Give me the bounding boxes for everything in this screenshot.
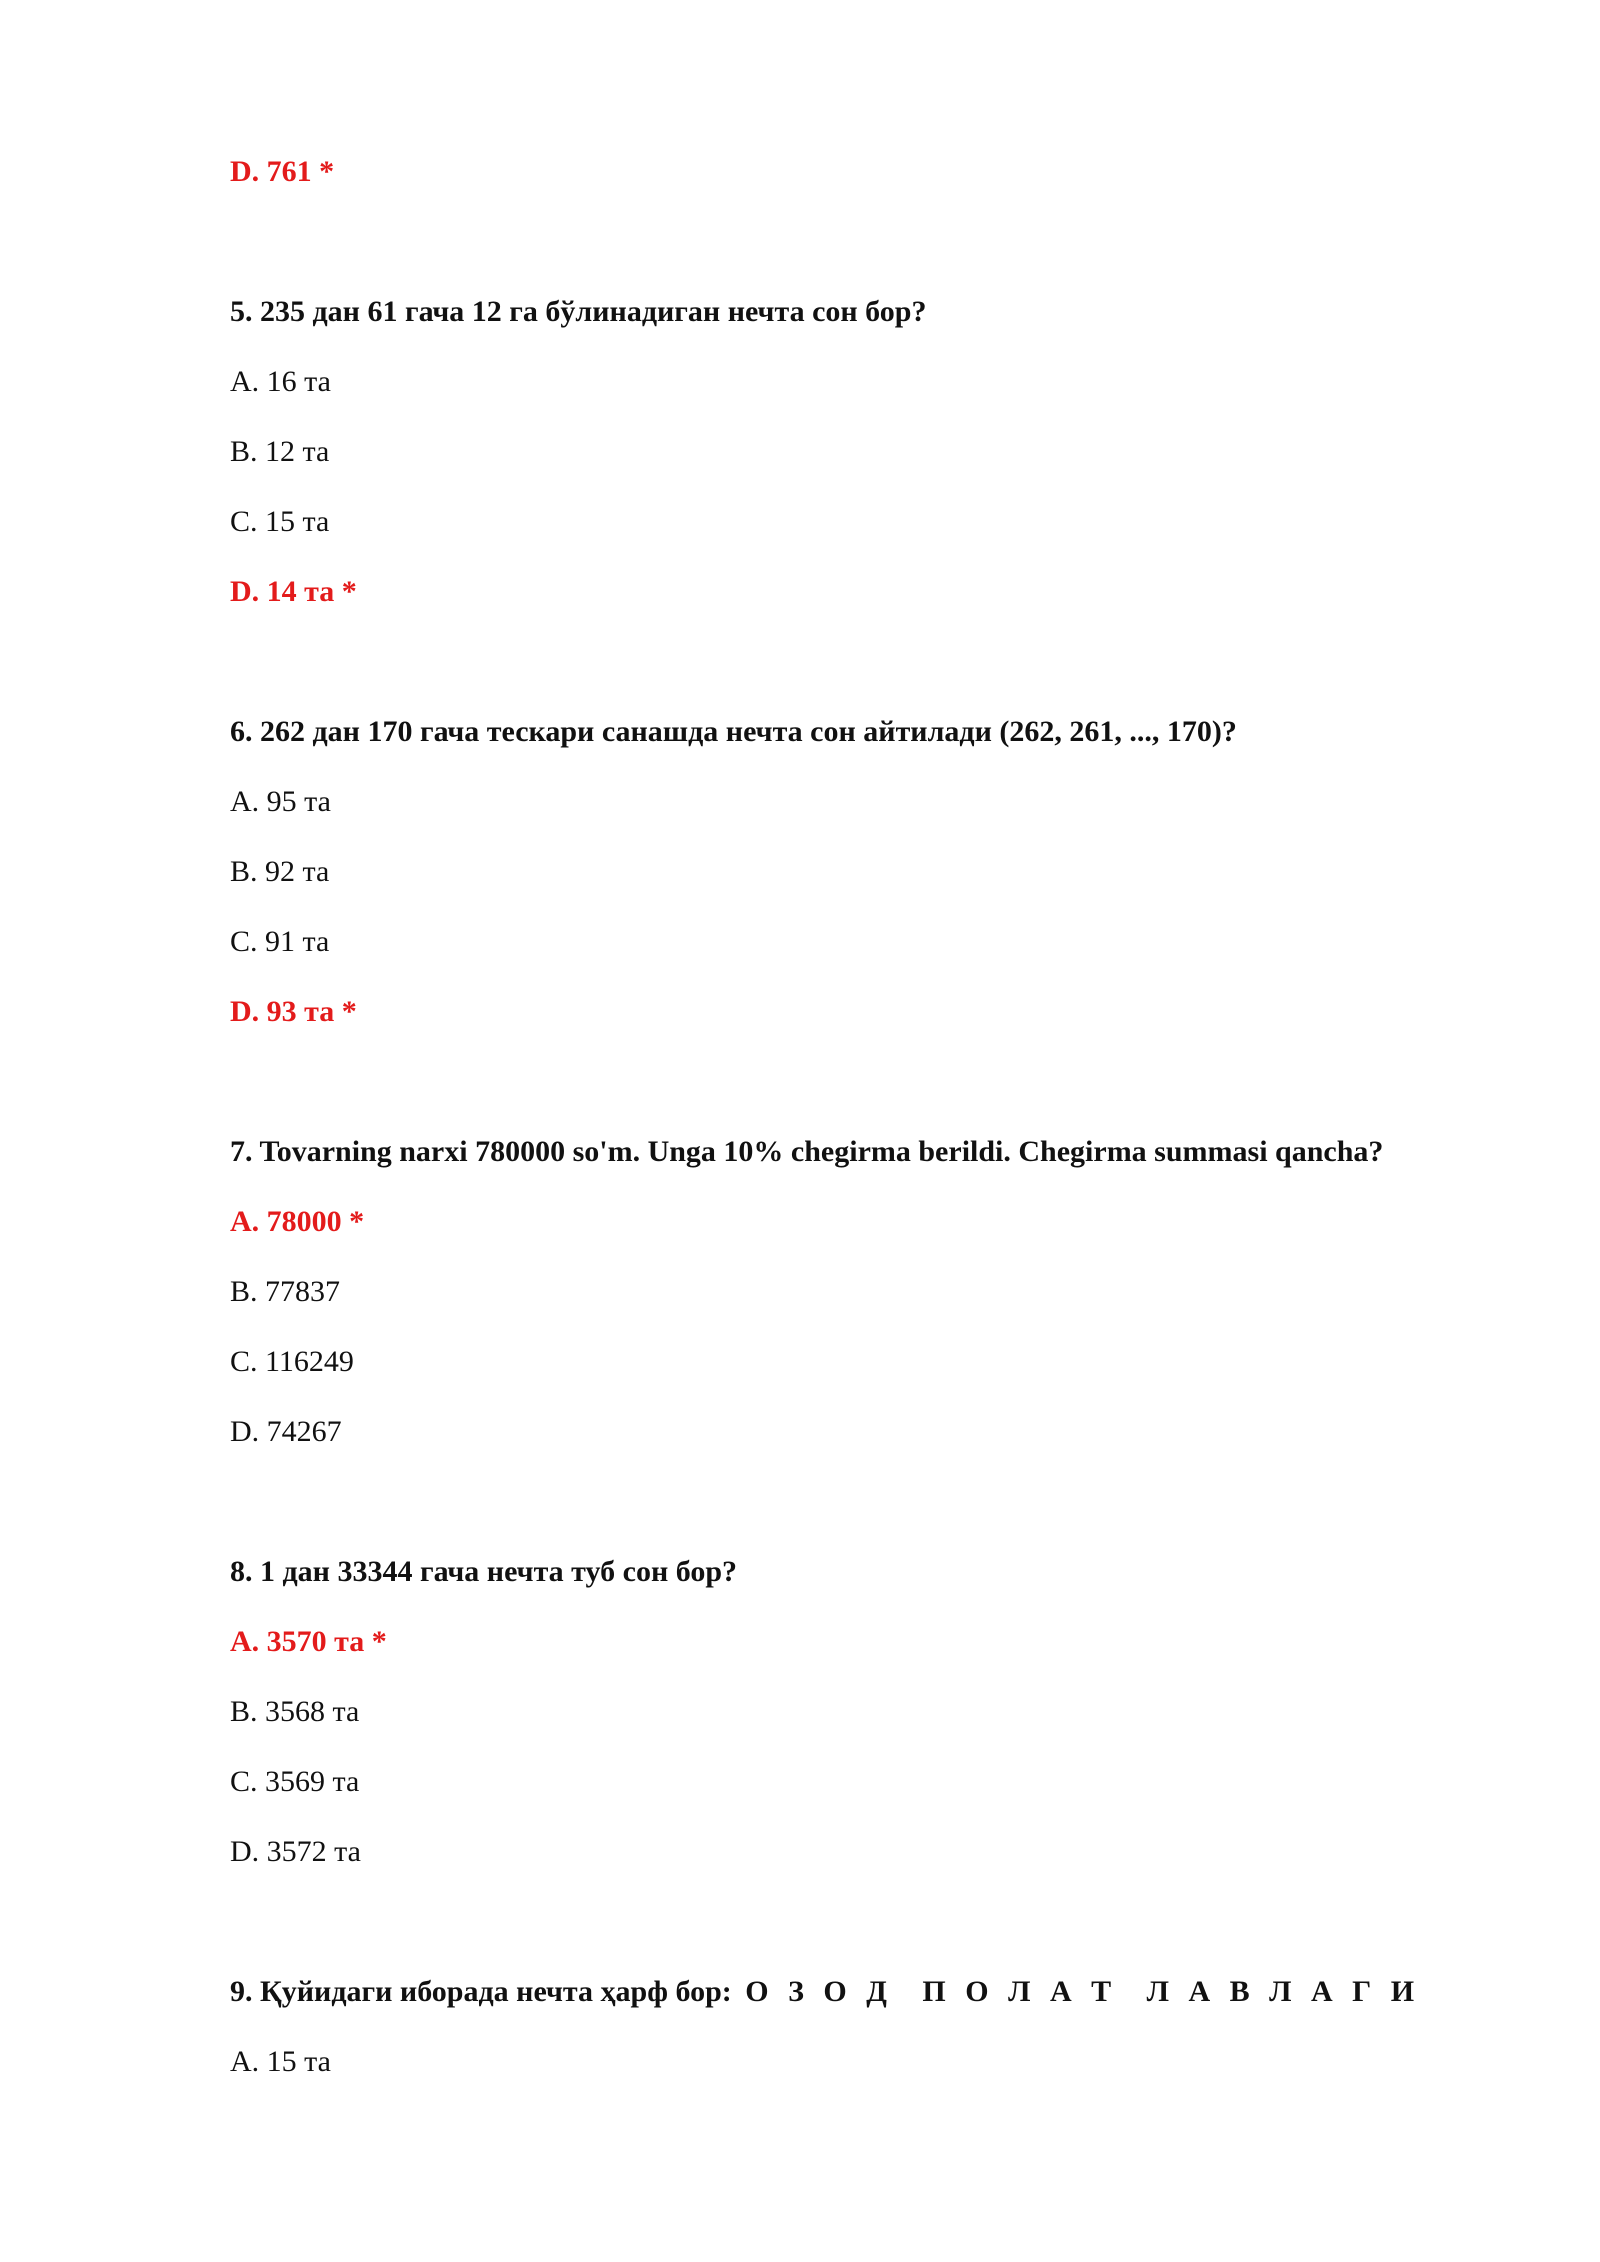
question-9 xyxy=(230,1974,1420,2010)
option-a: A. 16 та xyxy=(230,365,331,398)
option-a: A. 95 та xyxy=(230,785,331,818)
question-9-text: 9. Қуйидаги иборада нечта ҳарф бор: xyxy=(230,1975,732,2008)
option-c: C. 91 та xyxy=(230,925,330,958)
option-d-correct: D. 761 * xyxy=(230,155,335,188)
option-d-correct: D. 93 та * xyxy=(230,995,357,1028)
option-a-correct: A. 78000 * xyxy=(230,1205,365,1238)
option-d: D. 3572 та xyxy=(230,1835,361,1868)
question-6: 6. 262 дан 170 гача тескари санашда нечта сон айтилади (262, 261, ..., 170)? xyxy=(230,715,1237,748)
option-a-correct: A. 3570 та * xyxy=(230,1625,387,1658)
option-c: C. 15 та xyxy=(230,505,330,538)
letters-word-2: П О Л А Т xyxy=(922,1975,1118,2008)
letters-word-1: О З О Д xyxy=(745,1975,893,2008)
option-d-correct: D. 14 та * xyxy=(230,575,357,608)
option-b: B. 3568 та xyxy=(230,1695,360,1728)
letters-word-3: Л А В Л А Г И xyxy=(1146,1975,1421,2008)
question-5: 5. 235 дан 61 гача 12 га бўлинадиган нечта сон бор? xyxy=(230,295,927,328)
option-c: C. 3569 та xyxy=(230,1765,360,1798)
question-8: 8. 1 дан 33344 гача нечта туб сон бор? xyxy=(230,1555,738,1588)
option-d: D. 74267 xyxy=(230,1415,342,1448)
question-7: 7. Tovarning narxi 780000 so'm. Unga 10% chegirma berildi. Chegirma summasi qancha? xyxy=(230,1135,1384,1168)
option-b: B. 92 та xyxy=(230,855,330,888)
option-c: C. 116249 xyxy=(230,1345,354,1378)
option-b: B. 77837 xyxy=(230,1275,341,1308)
option-a: A. 15 та xyxy=(230,2045,331,2078)
option-b: B. 12 та xyxy=(230,435,330,468)
